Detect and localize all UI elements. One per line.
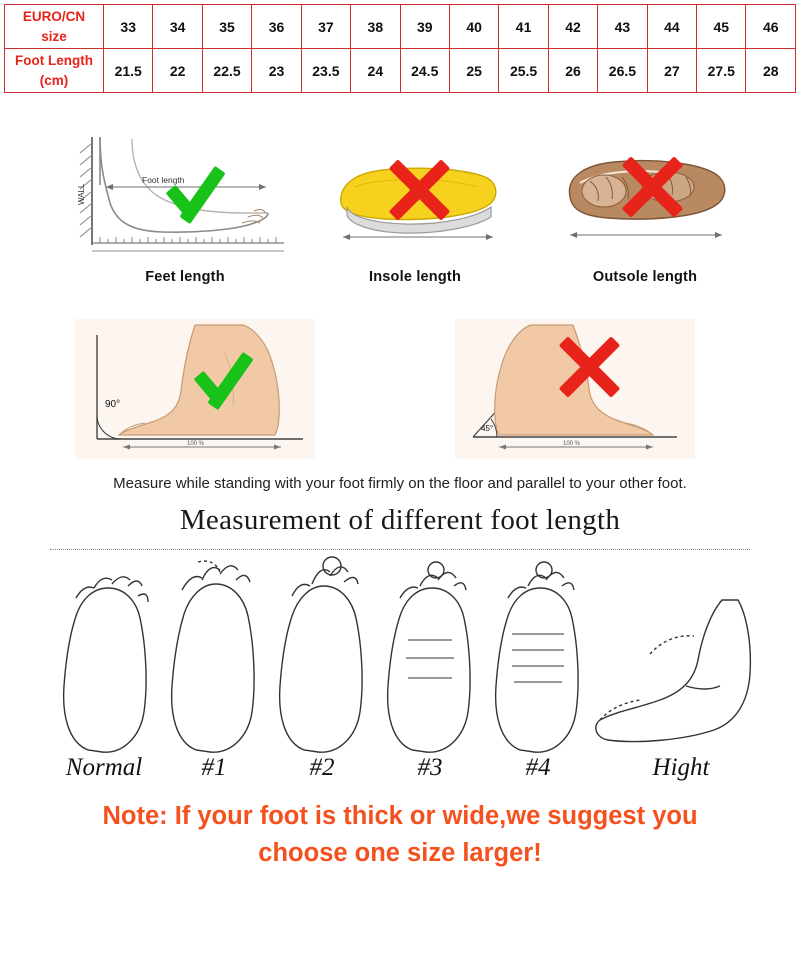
foot-length-cell: 22.5 xyxy=(202,49,251,93)
foot-length-cell: 23.5 xyxy=(301,49,350,93)
panel-label-feet-length: Feet length xyxy=(145,269,225,286)
svg-text:45°: 45° xyxy=(481,424,494,434)
panel-label-outsole-length: Outsole length xyxy=(592,269,698,286)
foot-length-cell: 25 xyxy=(449,49,498,93)
panel-feet-length xyxy=(70,125,300,285)
euro-size-cell: 34 xyxy=(153,5,202,49)
size-chart-table xyxy=(4,4,796,93)
euro-size-cell: 45 xyxy=(697,5,746,49)
foot-types-diagram-icon xyxy=(30,554,770,754)
foot-label-line2: (cm) xyxy=(39,72,69,88)
euro-size-cell: 33 xyxy=(104,5,153,49)
foot-length-cell: 24 xyxy=(351,49,400,93)
note-line-1: Note: If your foot is thick or wide,we suggest you xyxy=(102,802,698,831)
svg-text:100 %: 100 % xyxy=(187,441,205,448)
note-line-2: choose one size larger! xyxy=(258,839,542,868)
svg-text:WALL: WALL xyxy=(77,183,86,206)
foot-length-cell: 22 xyxy=(153,49,202,93)
foot-length-cell: 27.5 xyxy=(697,49,746,93)
euro-size-cell: 44 xyxy=(647,5,696,49)
foot-length-cell: 28 xyxy=(746,49,796,93)
row-header-foot-length xyxy=(5,49,104,93)
euro-size-cell: 38 xyxy=(351,5,400,49)
row-header-euro xyxy=(5,5,104,49)
euro-size-cell: 35 xyxy=(202,5,251,49)
foot-length-cell: 24.5 xyxy=(400,49,449,93)
measure-instruction-text: Measure while standing with your foot firmly on the floor and parallel to your other foot. xyxy=(113,475,687,493)
euro-size-cell: 42 xyxy=(548,5,597,49)
foot-type-label-1: #1 xyxy=(201,754,227,782)
foot-type-label-3: #3 xyxy=(417,754,443,782)
foot-length-cell: 21.5 xyxy=(104,49,153,93)
euro-size-cell: 36 xyxy=(252,5,301,49)
foot-length-cell: 23 xyxy=(252,49,301,93)
foot-type-label-normal: Normal xyxy=(65,754,143,782)
posture-figures xyxy=(0,319,800,469)
foot-type-figures xyxy=(0,554,800,754)
divider xyxy=(50,549,750,550)
foot-90-degrees-icon xyxy=(75,319,315,459)
svg-text:100 %: 100 % xyxy=(563,441,581,448)
foot-length-cell: 26 xyxy=(548,49,597,93)
panel-insole-length xyxy=(325,125,505,285)
note-text xyxy=(0,798,800,872)
comparison-figures xyxy=(0,125,800,305)
foot-length-cell: 27 xyxy=(647,49,696,93)
euro-label-line2: size xyxy=(41,28,67,44)
foot-label-line1: Foot Length xyxy=(15,53,93,69)
panel-outsole-length xyxy=(550,125,740,285)
euro-size-cell: 40 xyxy=(449,5,498,49)
foot-length-cell: 25.5 xyxy=(499,49,548,93)
svg-text:Foot length: Foot length xyxy=(142,175,185,186)
section-heading: Measurement of different foot length xyxy=(179,504,621,537)
foot-length-cell: 26.5 xyxy=(598,49,647,93)
euro-size-cell: 43 xyxy=(598,5,647,49)
foot-type-label-hight: Hight xyxy=(652,754,710,782)
posture-wrong-photo xyxy=(455,319,695,459)
foot-type-captions xyxy=(30,754,770,782)
euro-size-cell: 46 xyxy=(746,5,796,49)
foot-type-label-2: #2 xyxy=(309,754,335,782)
posture-correct-photo xyxy=(75,319,315,459)
euro-size-cell: 39 xyxy=(400,5,449,49)
panel-label-insole-length: Insole length xyxy=(368,269,462,286)
svg-text:90°: 90° xyxy=(105,399,121,411)
euro-size-cell: 37 xyxy=(301,5,350,49)
table-row-foot-length xyxy=(5,49,796,93)
foot-type-label-4: #4 xyxy=(525,754,551,782)
euro-size-cell: 41 xyxy=(499,5,548,49)
euro-label-line1: EURO/CN xyxy=(22,9,86,24)
table-row-euro xyxy=(5,5,796,49)
